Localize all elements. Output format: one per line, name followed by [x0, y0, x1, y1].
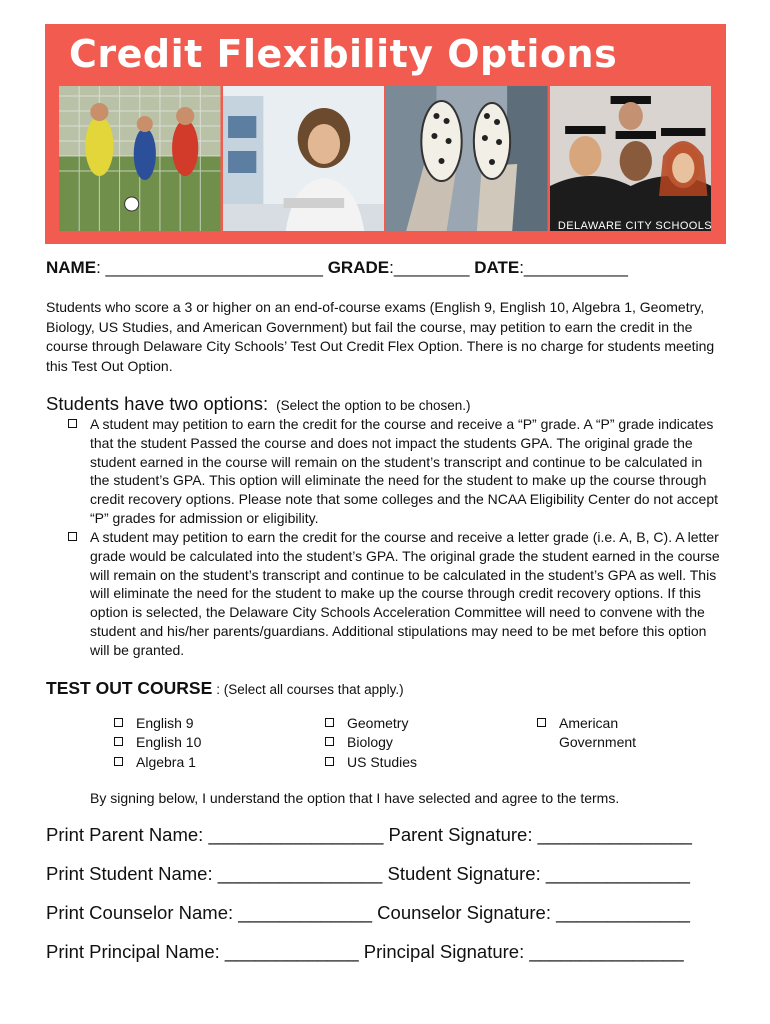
course-label: English 10	[136, 734, 202, 751]
agreement-statement: By signing below, I understand the option that I have selected and agree to the terms.	[90, 790, 620, 806]
option-p-grade	[68, 415, 724, 528]
course-english-9-checkbox[interactable]	[114, 718, 123, 727]
computer-lab-photo	[223, 86, 385, 231]
course-column-3	[537, 714, 657, 753]
course-us-studies	[325, 753, 417, 772]
student-signature-row[interactable]: Print Student Name: ________________ Student Signature: ______________	[46, 863, 690, 884]
grade-line[interactable]: :________	[389, 258, 475, 277]
options-heading-note: (Select the option to be chosen.)	[276, 398, 471, 413]
name-line[interactable]: : _______________________	[96, 258, 328, 277]
course-biology	[325, 733, 417, 752]
course-biology-checkbox[interactable]	[325, 737, 334, 746]
options-heading-text: Students have two options:	[46, 393, 269, 414]
course-geometry-checkbox[interactable]	[325, 718, 334, 727]
course-geometry	[325, 714, 417, 733]
photo-strip	[59, 86, 711, 231]
course-label: US Studies	[347, 753, 418, 770]
course-label: English 9	[136, 715, 194, 731]
course-label: American Government	[559, 715, 637, 751]
test-out-heading	[46, 678, 404, 699]
option-p-grade-text: A student may petition to earn the credit for the course and receive a “P” grade. A “P” grade indicates that the student Passed the course and does not impact the students GPA. The original grade the student earned in the course will remain on the student’s transcript and continue to be calculated in the student’s GPA. This option will eliminate the need for the student to make up the course through credit recovery options. Please note that some colleges and the NCAA Eligibility Center do not accept “P” grades for admission or eligibility.	[90, 416, 719, 526]
student-info-row	[46, 258, 628, 278]
course-american-government	[537, 714, 657, 753]
course-algebra-1-checkbox[interactable]	[114, 757, 123, 766]
counselor-signature-row[interactable]: Print Counselor Name: _____________ Counselor Signature: _____________	[46, 902, 690, 923]
cleats-photo	[386, 86, 548, 231]
date-label: DATE	[474, 258, 520, 277]
option-letter-grade-text: A student may petition to earn the credit for the course and receive a letter grade (i.e. A, B, C). A letter grade would be calculated into the student’s GPA. The original grade the student earned in the course will remain on the student’s transcript and continue to be calculated in the student’s GPA as well. This will eliminate the need for the student to make up the course through credit recovery options. If this option is selected, the Delaware City Schools Acceleration Committee will need to convene with the student and his/her parents/guardians. Additional stipulations may need to be met before this option will be granted.	[90, 529, 720, 658]
course-label: Biology	[347, 734, 393, 751]
course-english-10-checkbox[interactable]	[114, 737, 123, 746]
course-american-government-checkbox[interactable]	[537, 718, 546, 727]
principal-signature-row[interactable]: Print Principal Name: _____________ Principal Signature: _______________	[46, 941, 684, 962]
name-label: NAME	[46, 258, 97, 277]
option-p-grade-checkbox[interactable]	[68, 419, 77, 428]
course-label: Algebra 1	[136, 753, 196, 770]
banner-title: Credit Flexibility Options	[69, 32, 618, 76]
header-banner	[45, 24, 726, 244]
option-letter-grade-checkbox[interactable]	[68, 532, 77, 541]
graduates-photo	[550, 86, 712, 231]
course-algebra-1	[114, 753, 201, 772]
course-english-10	[114, 733, 201, 752]
district-name: DELAWARE CITY SCHOOLS	[557, 220, 712, 232]
test-out-heading-note: : (Select all courses that apply.)	[216, 682, 404, 697]
intro-paragraph: Students who score a 3 or higher on an end-of-course exams (English 9, English 10, Algebra 1, Geometry, Biology, US Studies, and American Government) but fail the course, may petition to earn the credit in the course through Delaware City Schools’ Test Out Credit Flex Option. There is no charge for students meeting this Test Out Option.	[46, 299, 715, 374]
course-us-studies-checkbox[interactable]	[325, 757, 334, 766]
test-out-heading-text: TEST OUT COURSE	[46, 678, 213, 698]
date-line[interactable]: :___________	[519, 258, 628, 277]
grade-label: GRADE	[327, 258, 390, 277]
option-letter-grade	[68, 528, 724, 660]
options-heading	[46, 393, 471, 415]
course-column-1	[114, 714, 201, 772]
parent-signature-row[interactable]: Print Parent Name: _________________ Parent Signature: _______________	[46, 824, 692, 845]
soccer-photo	[59, 86, 221, 231]
course-label: Geometry	[347, 715, 409, 731]
course-english-9	[114, 714, 201, 733]
course-column-2	[325, 714, 417, 772]
